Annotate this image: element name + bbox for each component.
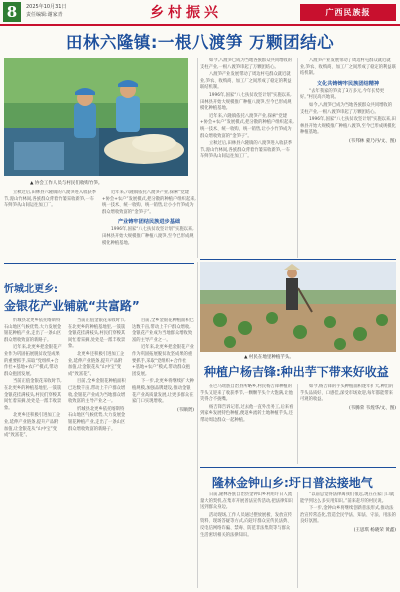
paragraph: 近年来,六隆镇依托八渡笋产业,探索“党建+协会+农户”发展模式,把分散的种植户组织起来,统一技术、统一收购、统一销售,让小小竹笋成为群众增收致富的“金笋子”。 xyxy=(102,190,196,215)
middle-right-story-headline: 种植户杨吉锋:种出芋下带来好收益 xyxy=(204,365,389,379)
story-divider xyxy=(200,259,396,260)
top-story-subhead-1: 产业铸牢团结民族进步基础 xyxy=(117,219,181,226)
issue-date: 2025年10月31日 xyxy=(26,4,67,10)
page-number: 8 xyxy=(3,2,21,22)
paragraph: 1996年,国家“八七扶贫攻坚计划”实施以来,田林县开始大规模推广种植八渡笋,至今已形成规模化种植基地。 xyxy=(300,117,396,136)
left-story-kicker: 忻城北更乡: xyxy=(4,284,58,295)
top-story-column-2 xyxy=(102,190,196,258)
lower-right-story-headline: 隆林金钟山乡:圩日普法接地气 xyxy=(212,476,373,490)
story-divider xyxy=(200,467,396,468)
column-divider xyxy=(197,58,198,258)
middle-right-story-column-1 xyxy=(200,384,294,464)
paragraph: 北更乡还积极引进加工企业,延伸产业链条,提升产品附加值,让金银花从“山中宝”变成“致富花”。 xyxy=(4,413,61,439)
lower-right-story-column-1 xyxy=(200,492,294,588)
paragraph: 近年来,六隆镇依托八渡笋产业,探索“党建+协会+农户”发展模式,把分散的种植户组织起来,统一技术、统一收购、统一销售,让小小竹笋成为群众增收致富的“金笋子”。 xyxy=(200,113,294,139)
paragraph: 近年来,北更乡把金银花产业作为巩固拓展脱贫攻坚成果的重要抓手,采取“党组织+合作社+基地+农户”模式,带动群众抱团发展。 xyxy=(132,345,194,377)
lower-right-story-byline: (王思琪 杨晓荣 黄鑫) xyxy=(353,527,396,533)
top-story-photo-caption: ▲ 协会工作人员与村民们收购竹笋。 xyxy=(30,181,103,186)
masthead-meta xyxy=(26,3,66,19)
paragraph: 在巴马瑶族自治县所略乡,村民杨吉锋种植的芋头又迎来了收获季节,一颗颗芋头个大饱满,让他笑得合不拢嘴。 xyxy=(200,384,293,403)
top-story-column-1 xyxy=(4,190,98,258)
column-divider xyxy=(297,384,298,464)
section-title: 乡村振兴 xyxy=(150,5,222,21)
editor-line: 责任编辑:谢家青 xyxy=(26,12,63,18)
paragraph: 日前,隆林各族自治县金钟山乡利用圩日人流量大的契机,在集市开展普法宣传活动,把法律知识送到群众身边。 xyxy=(200,492,293,511)
top-story-byline: (韦邦林 蒙乃丹/文、图) xyxy=(349,138,396,144)
paragraph: 八渡笋产业发展带动了周边村屯群众就近就业,笋农、收购商、加工厂之间形成了稳定的利益联结机制。 xyxy=(200,72,292,91)
paragraph: 下一步,北更乡将继续扩大种植规模,加强品牌建设,推动金银花产业高质量发展,让更多群众在家门口实现增收。 xyxy=(132,379,194,405)
left-story-byline: (韦顺贤) xyxy=(176,407,194,413)
top-story-headline: 田林六隆镇:一根八渡笋 万颗团结心 xyxy=(65,33,335,52)
paragraph: “以前总觉得法律离我们很远,现在在家门口就能学到这么多实用知识。”前来赶圩的村民说。 xyxy=(300,492,395,504)
top-story-column-4 xyxy=(300,58,396,258)
paragraph: 1996年,国家“八七扶贫攻坚计划”实施以来,田林县开始大规模推广种植八渡笋,至今已形成规模化种植基地。 xyxy=(102,227,194,246)
bamboo-shoot-harvest-image xyxy=(4,58,188,176)
taro-field-image xyxy=(200,262,396,352)
paragraph: 杨吉锋告诉记者,过去他一直外出务工,后来看到家乡发展特色种植,便返乡流转土地种植芋头,还带动周边群众一起种植。 xyxy=(200,404,294,423)
middle-right-story-photo xyxy=(200,262,396,352)
lower-right-story-column-2 xyxy=(300,492,396,588)
middle-right-story-photo-caption: ▲ 村民在地里种植芋头。 xyxy=(244,355,294,360)
paragraph: 当前正值金银花采收时节,在北更乡的种植基地里,一簇簇金银花挂满枝头,村民们穿梭其间忙着采摘,处处是一派丰收景象。 xyxy=(4,379,62,411)
paragraph: “去年我家的笋卖了3万多元,今年长势更好。”村民高兴地说。 xyxy=(300,88,385,101)
middle-right-story-byline: (韦腾荣 韦煌华/文、图) xyxy=(349,405,396,411)
paragraph: 目前,全乡金银花种植面积已达数千亩,带动上千户群众增收,金银花产业成为当地群众增收致富的主导产业之一。 xyxy=(132,318,194,343)
story-divider xyxy=(4,263,194,264)
paragraph: 如今,八渡笋已成为当地各族群众共同增收的支柱产业,一根八渡笋串起了万颗团结心。 xyxy=(200,58,293,70)
left-story-column-2 xyxy=(68,318,126,588)
left-story-column-1 xyxy=(4,318,62,588)
top-story-photo xyxy=(4,58,188,176)
paragraph: 立秋过后,田林县六隆镇的八渡笋进入收获季节,漫山竹林间,各族群众背着竹篓采收新笋,一车车鲜笋从山间运往加工厂。 xyxy=(200,141,293,160)
paragraph: 1996年,国家“八七扶贫攻坚计划”实施以来,田林县开始大规模推广种植八渡笋,至今已形成规模化种植基地。 xyxy=(200,92,292,112)
newspaper-badge: 广西民族报 xyxy=(300,4,396,21)
column-divider xyxy=(197,262,198,588)
paragraph: 下一步,金钟山乡将继续创新普法形式,推动法治宣传常态化,营造全民学法、知法、守法、用法的良好氛围。 xyxy=(300,506,396,525)
paragraph: 忻城县北更乡依托喀斯特石山地区气候优势,大力发展金银花种植产业,走出了一条山区群众增收致富的新路子。 xyxy=(68,406,126,432)
paragraph: 活动现场,工作人员通过摆放展板、发放宣传资料、现场答疑等方式,向赶圩群众宣传民法典、反电信网络诈骗、禁毒、防范非法集资等与群众生活密切相关的法律知识。 xyxy=(200,512,293,538)
left-story-column-3 xyxy=(132,318,194,588)
paragraph: 八渡笋产业发展带动了周边村屯群众就近就业,笋农、收购商、加工厂之间形成了稳定的利益联结机制。 xyxy=(300,58,396,77)
middle-right-story-column-2 xyxy=(300,384,396,464)
masthead xyxy=(0,0,400,26)
paragraph: 如今,八渡笋已成为当地各族群众共同增收的支柱产业,一根八渡笋串起了万颗团结心。 xyxy=(300,102,393,115)
paragraph: 立秋过后,田林县六隆镇的八渡笋进入收获季节,漫山竹林间,各族群众背着竹篓采收新笋,一车车鲜笋从山间运往加工厂。 xyxy=(4,190,97,209)
paragraph: 目前,全乡金银花种植面积已达数千亩,带动上千户群众增收,金银花产业成为当地群众增收致富的主导产业之一。 xyxy=(68,379,126,405)
paragraph: 北更乡还积极引进加工企业,延伸产业链条,提升产品附加值,让金银花从“山中宝”变成“致富花”。 xyxy=(68,351,125,377)
paragraph: 当前正值金银花采收时节,在北更乡的种植基地里,一簇簇金银花挂满枝头,村民们穿梭其间忙着采摘,处处是一派丰收景象。 xyxy=(68,318,126,350)
paragraph: 近年来,北更乡把金银花产业作为巩固拓展脱贫攻坚成果的重要抓手,采取“党组织+合作社+基地+农户”模式,带动群众抱团发展。 xyxy=(4,345,62,377)
column-divider xyxy=(297,492,298,588)
top-story-column-3 xyxy=(200,58,294,258)
top-story-subhead-2: 文化共铸铸牢民族团结精神 xyxy=(316,80,380,87)
paragraph: 如今,杨吉锋的芋头种植面积逐年扩大,种出的芋头品质好、口感佳,深受市场欢迎,每年都能带来可观的收益。 xyxy=(300,384,394,403)
left-story-headline: 金银花产业铺就“共富路” xyxy=(4,299,140,313)
column-divider xyxy=(297,58,298,258)
paragraph: 忻城县北更乡依托喀斯特石山地区气候优势,大力发展金银花种植产业,走出了一条山区群众增收致富的新路子。 xyxy=(4,318,62,343)
